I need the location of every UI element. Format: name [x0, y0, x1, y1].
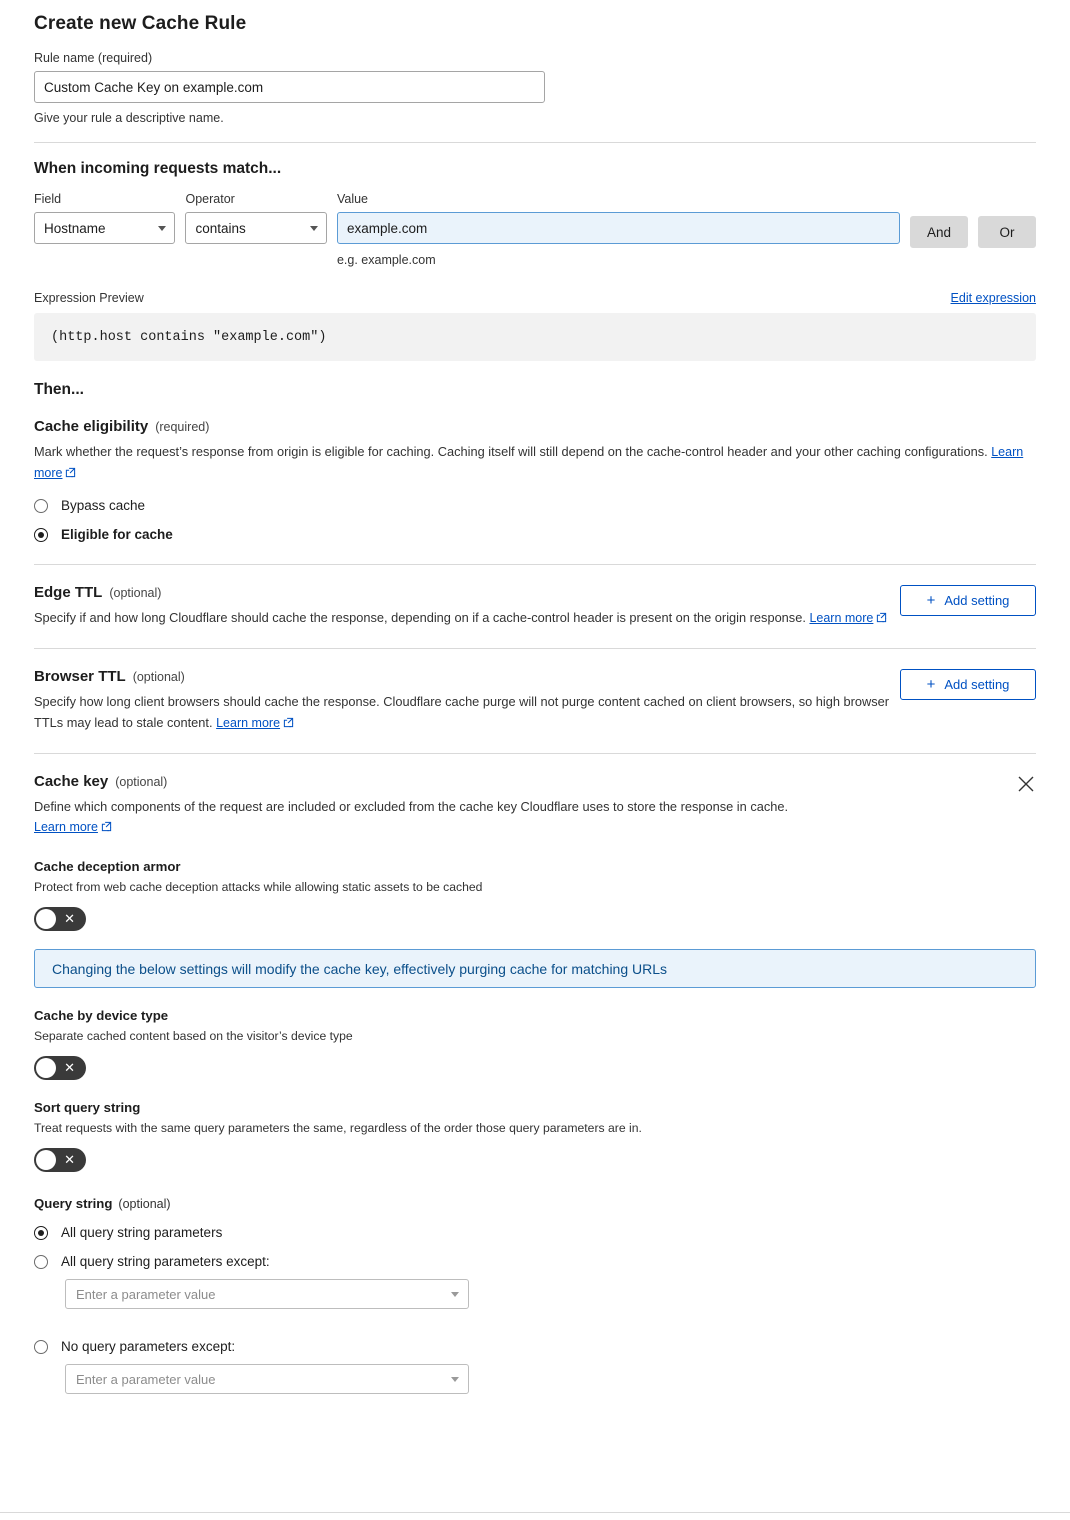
- browser-ttl-desc-1: Specify how long client browsers should cache the response. Cloudflare cache purge will not purge content cached on client: [34, 694, 737, 710]
- plus-icon: +: [926, 676, 936, 694]
- cache-key-remove-button[interactable]: [1016, 774, 1036, 794]
- toggle-off-icon: ✕: [64, 1152, 75, 1168]
- then-heading: Then...: [34, 381, 84, 398]
- cache-eligibility-learn-more-link[interactable]: Learn more: [34, 445, 1024, 480]
- external-link-icon: [876, 609, 887, 630]
- cache-key-notice-text: Changing the below settings will modify the cache key, effectively purging cache for matching URLs: [52, 960, 668, 977]
- close-icon: [1016, 774, 1036, 794]
- browser-ttl-heading: [34, 668, 900, 685]
- radio-icon-selected: [34, 1226, 48, 1240]
- expression-preview-label: Expression Preview: [34, 291, 144, 305]
- sort-query-string-toggle[interactable]: [34, 1148, 86, 1172]
- cache-by-device-type-toggle[interactable]: [34, 1056, 86, 1080]
- radio-label: All query string parameters: [61, 1225, 223, 1241]
- query-string-label: Query string: [34, 1196, 113, 1212]
- sort-query-string-desc: Treat requests with the same query parameters the same, regardless of the order those query parameters are in.: [34, 1121, 642, 1136]
- chevron-down-icon: [451, 1377, 459, 1382]
- external-link-icon: [65, 464, 76, 485]
- chevron-down-icon: [310, 226, 318, 231]
- cache-key-optional: (optional): [115, 774, 168, 789]
- external-link-icon: [101, 818, 112, 839]
- browser-ttl-optional: (optional): [132, 670, 185, 685]
- radio-icon: [34, 1255, 48, 1269]
- cache-deception-armor-desc: Protect from web cache deception attacks while allowing static assets to be cached: [34, 880, 483, 895]
- cache-key-learn-more-link[interactable]: Learn more: [34, 820, 98, 835]
- cache-key-title: Cache key: [34, 772, 109, 790]
- edge-ttl-heading: [34, 584, 887, 601]
- edge-ttl-title: Edge TTL: [34, 584, 103, 602]
- plus-icon: +: [926, 592, 936, 610]
- radio-label: Bypass cache: [61, 498, 146, 514]
- match-section-heading: When incoming requests match...: [34, 160, 282, 177]
- cache-eligibility-desc: [34, 442, 1036, 484]
- divider-1: [34, 142, 1036, 143]
- rule-name-label: Rule name (required): [34, 51, 153, 65]
- none-except-parameter-placeholder: Enter a parameter value: [76, 1371, 216, 1387]
- edge-ttl-add-setting-label: Add setting: [944, 593, 1010, 609]
- query-string-heading: [34, 1196, 1036, 1211]
- edit-expression-link[interactable]: Edit expression: [950, 291, 1036, 305]
- edge-ttl-desc: [34, 608, 887, 630]
- radio-bypass-cache[interactable]: [34, 498, 1036, 513]
- value-label: Value: [336, 192, 369, 206]
- browser-ttl-learn-more-link[interactable]: Learn more: [216, 715, 281, 730]
- edge-ttl-section: [34, 565, 1036, 630]
- rule-name-input[interactable]: [34, 71, 545, 103]
- value-input[interactable]: [337, 212, 900, 244]
- radio-label: Eligible for cache: [61, 527, 173, 543]
- cache-key-desc-1: Define which components of the request are included or excluded from the cache key Cloudflare uses to store the response in cache.: [34, 798, 789, 814]
- field-select[interactable]: [34, 212, 175, 244]
- cache-key-section: [34, 754, 1036, 839]
- cache-by-device-type-desc: Separate cached content based on the visitor’s device type: [34, 1029, 353, 1044]
- all-except-parameter-placeholder: Enter a parameter value: [76, 1286, 216, 1302]
- cache-eligibility-heading: [34, 418, 1036, 435]
- divider-bottom: [0, 1512, 1070, 1513]
- toggle-off-icon: ✕: [64, 911, 75, 927]
- toggle-knob: [36, 1150, 56, 1170]
- edge-ttl-optional: (optional): [109, 586, 162, 601]
- cache-key-heading: [34, 773, 788, 790]
- operator-label: Operator: [185, 192, 235, 206]
- cache-deception-armor-toggle[interactable]: [34, 907, 86, 931]
- radio-icon: [34, 499, 48, 513]
- all-except-parameter-select[interactable]: [65, 1279, 469, 1309]
- value-hint: e.g. example.com: [336, 253, 436, 267]
- cache-by-device-type-label: Cache by device type: [34, 1008, 169, 1024]
- operator-column: [185, 192, 326, 244]
- edge-ttl-desc-1: Specify if and how long Cloudflare should cache the response, depending on if a cache-control header is present on the origin: [34, 610, 747, 626]
- radio-eligible-for-cache[interactable]: [34, 527, 1036, 542]
- toggle-off-icon: ✕: [64, 1060, 75, 1076]
- edge-ttl-add-setting-button[interactable]: [900, 585, 1036, 616]
- logic-buttons: [910, 216, 1036, 248]
- radio-icon: [34, 1340, 48, 1354]
- operator-select-value: contains: [195, 220, 246, 236]
- field-column: [34, 192, 175, 244]
- radio-all-query-string-parameters[interactable]: [34, 1225, 1036, 1240]
- chevron-down-icon: [158, 226, 166, 231]
- toggle-knob: [36, 1058, 56, 1078]
- field-label: Field: [34, 192, 62, 206]
- or-button[interactable]: Or: [978, 216, 1036, 248]
- cache-deception-armor-label: Cache deception armor: [34, 859, 181, 875]
- field-select-value: Hostname: [44, 220, 106, 236]
- browser-ttl-add-setting-button[interactable]: [900, 669, 1036, 700]
- cache-eligibility-desc-2: configurations.: [904, 444, 988, 459]
- query-string-optional: (optional): [118, 1197, 171, 1212]
- browser-ttl-desc-2: browsers, so high browser TTLs may lead to stale content.: [34, 694, 890, 730]
- cache-key-notice: [34, 949, 1036, 988]
- none-except-parameter-select[interactable]: [65, 1364, 469, 1394]
- browser-ttl-title: Browser TTL: [34, 668, 126, 686]
- radio-icon-selected: [34, 528, 48, 542]
- browser-ttl-desc: [34, 692, 900, 734]
- radio-all-query-string-parameters-except[interactable]: [34, 1254, 1036, 1269]
- external-link-icon: [283, 714, 294, 735]
- sort-query-string-label: Sort query string: [34, 1100, 141, 1116]
- expression-preview-text: (http.host contains "example.com"): [51, 329, 327, 345]
- and-button[interactable]: And: [910, 216, 968, 248]
- radio-no-query-parameters-except[interactable]: [34, 1339, 1036, 1354]
- cache-key-desc: [34, 797, 788, 839]
- expression-preview-box: [34, 313, 1036, 361]
- radio-label: All query string parameters except:: [61, 1254, 270, 1270]
- toggle-knob: [36, 909, 56, 929]
- rule-name-help: Give your rule a descriptive name.: [34, 111, 224, 125]
- page-title: Create new Cache Rule: [34, 13, 247, 34]
- operator-select[interactable]: [185, 212, 326, 244]
- browser-ttl-add-setting-label: Add setting: [944, 677, 1010, 693]
- browser-ttl-section: [34, 649, 1036, 734]
- cache-eligibility-desc-1: Mark whether the request’s response from origin is eligible for caching. Caching itself will still depend on the cache-control header and your other caching: [34, 444, 901, 459]
- radio-label: No query parameters except:: [61, 1339, 236, 1355]
- cache-eligibility-required: (required): [155, 420, 210, 434]
- chevron-down-icon: [451, 1292, 459, 1297]
- match-row: [34, 192, 1036, 267]
- value-column: [337, 192, 900, 267]
- cache-eligibility-title: Cache eligibility: [34, 418, 149, 435]
- expression-header: [34, 291, 1036, 305]
- edge-ttl-learn-more-link[interactable]: Learn more: [809, 611, 874, 626]
- edge-ttl-desc-2: response.: [749, 610, 806, 626]
